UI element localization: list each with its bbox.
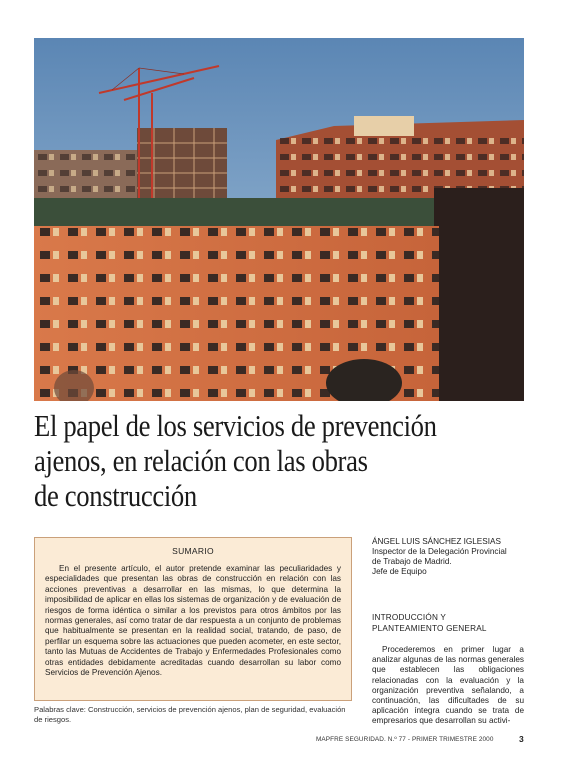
body-paragraph: Procederemos en primer lugar a analizar algunas de las normas generales que establecen las obligaciones relacionadas con la evaluación y la organización preventiva señalando, a continuación, las dificultades de su aplicación íntegra cuando se trata de empresarios que desarrollan su activi- — [372, 645, 524, 726]
article-title — [34, 408, 464, 513]
keywords: Palabras clave: Construcción, servicios de prevención ajenos, plan de seguridad, evaluación de riesgos. — [34, 705, 346, 724]
author-role: Inspector de la Delegación Provincial — [372, 547, 507, 556]
page-number: 3 — [519, 734, 524, 744]
article-photo — [34, 38, 524, 401]
author-role: Jefe de Equipo — [372, 567, 427, 576]
summary-heading: SUMARIO — [172, 546, 214, 556]
section-heading-line: INTRODUCCIÓN Y — [372, 613, 447, 622]
title-line: de construcción — [34, 478, 197, 513]
author-block — [372, 537, 532, 577]
footer-running-title: MAPFRE SEGURIDAD. N.º 77 - PRIMER TRIMESTRE 2000 — [316, 736, 494, 743]
author-role: de Trabajo de Madrid. — [372, 557, 452, 566]
section-heading — [372, 613, 532, 634]
section-heading-line: PLANTEAMIENTO GENERAL — [372, 623, 487, 633]
title-line: El papel de los servicios de prevención — [34, 408, 437, 443]
summary-text: En el presente artículo, el autor pretende examinar las peculiaridades y especialidades que presentan las obras de construcción en relación con las acciones preventivas a desarrollar en las mismas, lo que determina la imposibilidad de aplicar en ellas los sistemas de organización y de evaluación de riesgos de forma idéntica o similar a los previstos para otros ámbitos por las normas generales, así como tratar de dar respuesta a un conjunto de problemas que habitualmente se presentan en la realidad social, tratando, de paso, de perfilar un esquema sobre las actuaciones que pueden acometer, en este sector, tanto las Mutuas de Accidentes de Trabajo y Enfermedades Profesionales como otras entidades debidamente acreditadas cuando desarrollan su labor como Servicios de Prevención Ajenos. — [45, 564, 341, 678]
title-line: ajenos, en relación con las obras — [34, 443, 368, 478]
author-name: ÁNGEL LUIS SÁNCHEZ IGLESIAS — [372, 537, 501, 546]
summary-box — [34, 537, 352, 701]
